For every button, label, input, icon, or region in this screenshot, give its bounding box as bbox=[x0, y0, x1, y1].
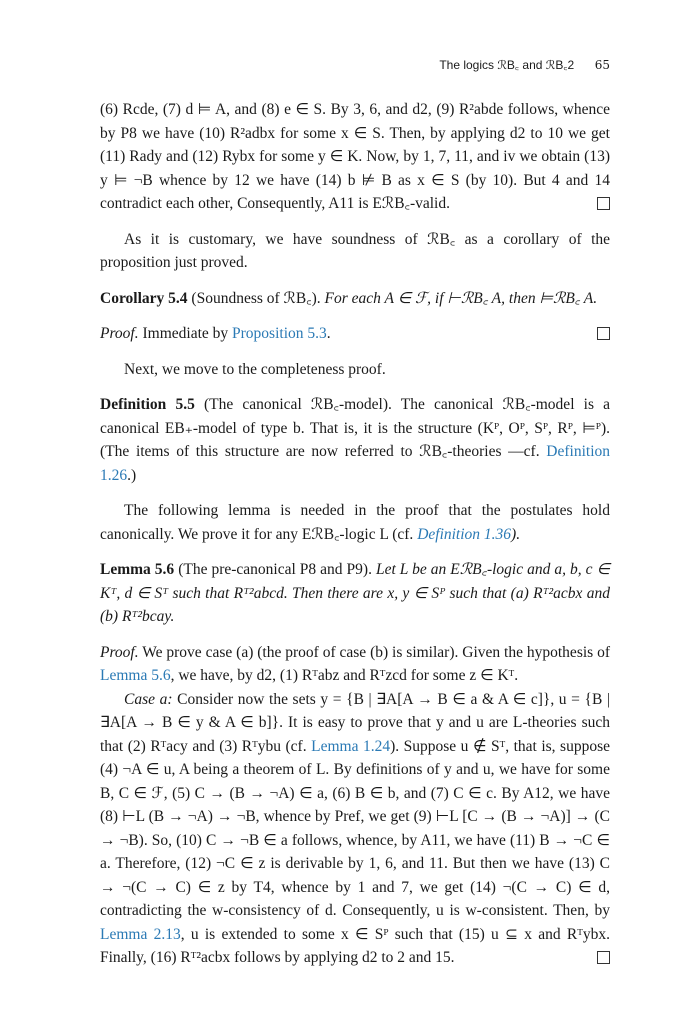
running-title: The logics ℛB꜀ and ℛB꜀2 bbox=[439, 58, 575, 72]
link-lemma-2-13[interactable]: Lemma 2.13 bbox=[100, 925, 181, 943]
page-body bbox=[100, 98, 610, 982]
link-definition-1-36[interactable]: Definition 1.36 bbox=[417, 525, 512, 543]
case-a-text-2: ). Suppose u ∉ Sᵀ, that is, suppose (4) ¬A ∈ u, A being a theorem of L. By definitions of y and u, we have for some B, C ∈ ℱ, (5) C → (B → ¬A) ∈ a, (6) B ∈ b, and (7) C ∈ c. By A12, we have (8) ⊢L (B → ¬A) → ¬B, whence by Pref, we get (9) ⊢L [C → (B → ¬A)] → (C → ¬B). So, (10) C → ¬B ∈ a follows, whence, by A11, we have (11) B → ¬C ∈ a. Therefore, (12) ¬C ∈ z is derivable by 1, 6, and 11. But then we have (13) C → ¬(C → C) ∈ z by T4, whence by 1 and 7, we get (14) ¬(C → C) ∈ d, contradicting the w-consistency of d. Consequently, u is w-consistent. Then, by bbox=[100, 737, 611, 919]
case-a-text-3: , u is extended to some x ∈ Sᴾ such that (15) u ⊆ x and Rᵀybx. Finally, (16) Rᵀ²acbx follows by applying d2 to 2 and 15. bbox=[100, 925, 610, 966]
lemma-intro-text: The following lemma is needed in the proof that the postulates hold canonically. We prove it for any EℛB꜀-logic L (cf. bbox=[100, 502, 610, 543]
link-proposition-5-3[interactable]: Proposition 5.3 bbox=[232, 325, 327, 342]
proof-lemma bbox=[100, 641, 610, 688]
proof-end: . bbox=[326, 325, 331, 342]
qed-box-icon bbox=[597, 197, 610, 210]
lemma-5-6 bbox=[100, 558, 610, 629]
definition-end: .) bbox=[127, 466, 137, 484]
paragraph-lemma-intro bbox=[100, 499, 610, 546]
link-definition-1-26[interactable]: Definition 1.26 bbox=[100, 443, 611, 484]
paragraph-soundness-intro: As it is customary, we have soundness of ℛB꜀ as a corollary of the proposition just proved. bbox=[100, 230, 610, 271]
paragraph-proof-continuation bbox=[100, 98, 610, 216]
corollary-title: (Soundness of ℛB꜀). bbox=[191, 289, 321, 307]
qed-box-icon bbox=[597, 327, 610, 340]
case-a-label: Case a: bbox=[124, 690, 173, 708]
lemma-text: Let L be an EℛB꜀-logic and a, b, c ∈ Kᵀ, d ∈ Sᵀ such that Rᵀ²abcd. Then there are x, y ∈ Sᴾ such that (a) Rᵀ²acbx and (b) Rᵀ²bcay. bbox=[100, 561, 611, 625]
proof-lemma-text-2: , we have, by d2, (1) Rᵀabz and Rᵀzcd for some z ∈ Kᵀ. bbox=[170, 667, 519, 684]
case-a-text-1: Consider now the sets y = {B | ∃A[A → B ∈ a & A ∈ c]}, u = {B | ∃A[A → B ∈ y & A ∈ b]}. It is easy to prove that y and u are L-theories such that (2) Rᵀacy and (3) Rᵀybu (cf. bbox=[100, 690, 610, 755]
lemma-intro-end: ). bbox=[511, 525, 521, 543]
proof-corollary bbox=[100, 322, 610, 346]
definition-title: (The canonical ℛB꜀-model). bbox=[203, 396, 392, 413]
corollary-5-4 bbox=[100, 287, 610, 311]
corollary-label: Corollary 5.4 bbox=[100, 289, 188, 307]
link-lemma-1-24[interactable]: Lemma 1.24 bbox=[311, 737, 391, 755]
link-lemma-5-6[interactable]: Lemma 5.6 bbox=[100, 667, 171, 684]
proof-label: Proof. bbox=[100, 325, 139, 342]
qed-box-icon bbox=[597, 951, 610, 964]
lemma-title: (The pre-canonical P8 and P9). bbox=[178, 561, 372, 578]
definition-text: The canonical ℛB꜀-model is a canonical EB₊-model of type b. That is, it is the structure (Kᴾ, Oᴾ, Sᴾ, Rᴾ, ⊨ᴾ). (The items of this structure are now referred to ℛB꜀-theories —cf. bbox=[100, 396, 610, 460]
lemma-label: Lemma 5.6 bbox=[100, 561, 175, 578]
running-header bbox=[100, 56, 610, 73]
proof-text: Immediate by bbox=[142, 325, 229, 342]
corollary-text: For each A ∈ ℱ, if ⊢ℛB꜀ A, then ⊨ℛB꜀ A. bbox=[324, 289, 598, 307]
page-number: 65 bbox=[594, 58, 610, 72]
paragraph-completeness-intro: Next, we move to the completeness proof. bbox=[124, 360, 386, 378]
proof-continuation-text: (6) Rcde, (7) d ⊨ A, and (8) e ∈ S. By 3, 6, and d2, (9) R²abde follows, whence by P8 we have (10) R²adbx for some x ∈ S. Then, by applying d2 to 10 we get (11) Rady and (12) Rybx for some y ∈ K. Now, by 1, 7, 11, and iv we obtain (13) y ⊨ ¬B whence by 12 we have (14) b ⊭ B as x ∈ S (by 10). But 4 and 14 contradict each other, Consequently, A11 is EℛB꜀-valid. bbox=[100, 101, 610, 212]
case-a-paragraph bbox=[100, 688, 610, 970]
definition-5-5 bbox=[100, 393, 610, 487]
proof-label: Proof. bbox=[100, 643, 139, 661]
definition-label: Definition 5.5 bbox=[100, 396, 195, 413]
proof-lemma-text: We prove case (a) (the proof of case (b) is similar). Given the hypothesis of bbox=[142, 643, 610, 661]
